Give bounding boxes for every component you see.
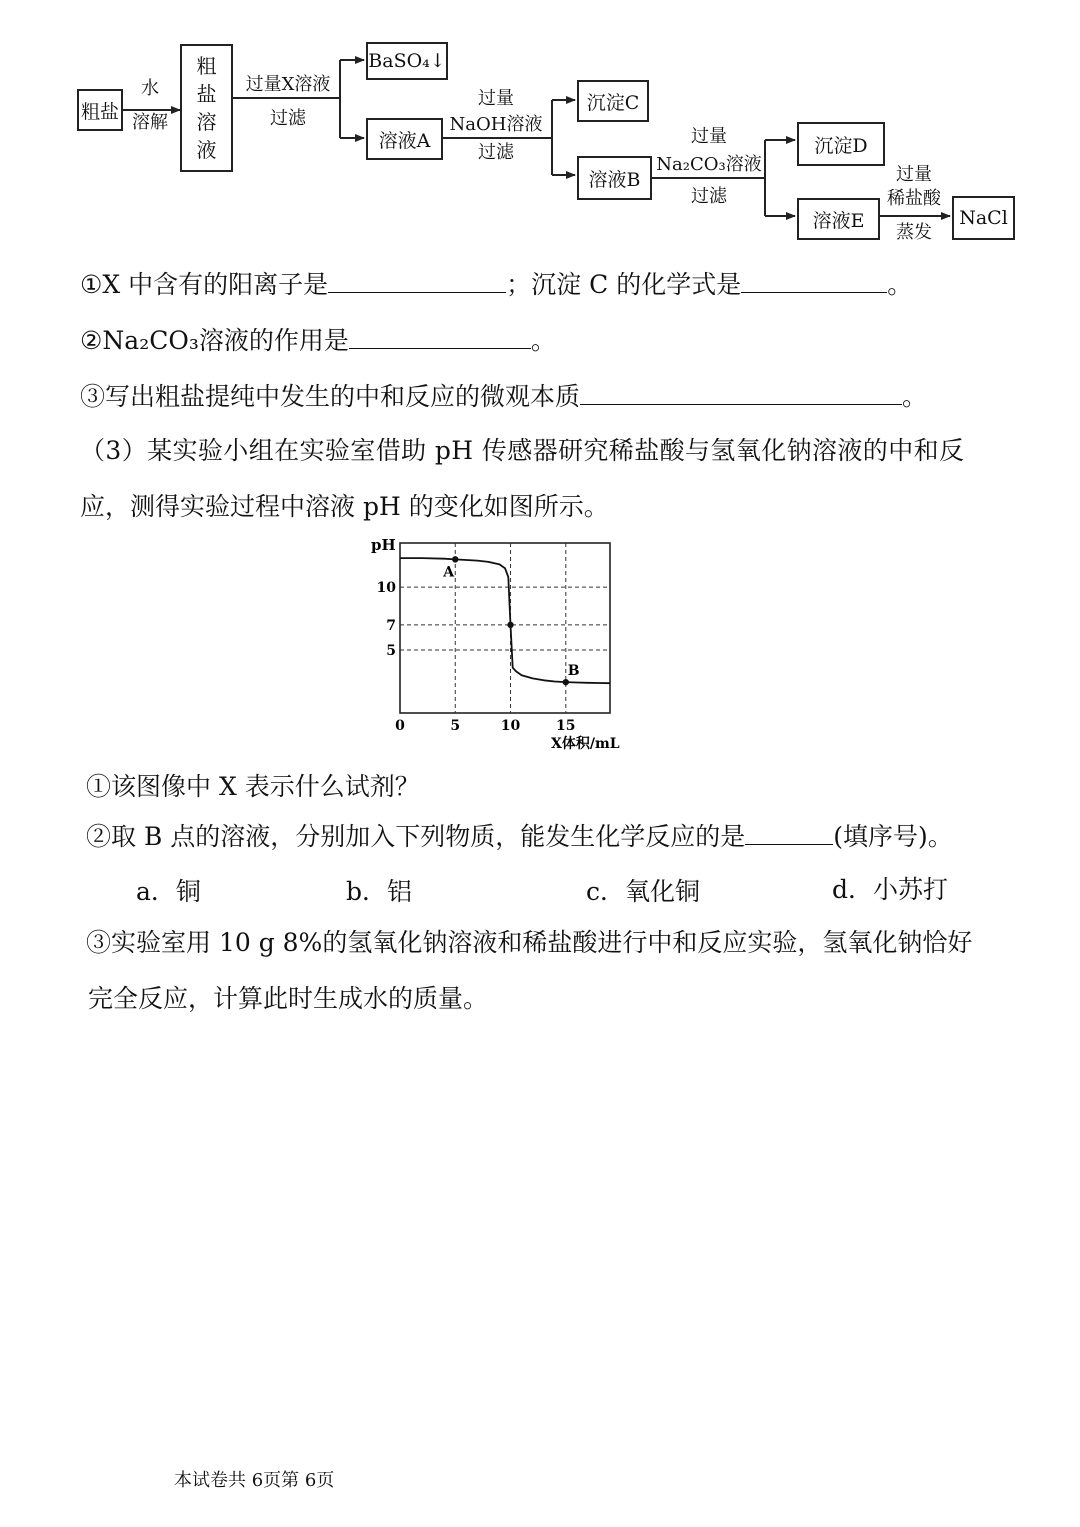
y-tick-label-10: 10 xyxy=(376,580,396,597)
crude-salt-box xyxy=(77,89,123,131)
option-c: c．氧化铜 xyxy=(586,877,701,906)
q2-1-mid: ；沉淀 C 的化学式是 xyxy=(506,270,742,299)
question-3-3-line2: 完全反应，计算此时生成水的质量。 xyxy=(88,984,489,1013)
x-tick-label-0: 0 xyxy=(395,718,405,734)
solution-a-label: 溶液A xyxy=(378,129,431,152)
crude-solution-char-4: 液 xyxy=(196,138,217,162)
step4-line3: 过滤 xyxy=(691,186,727,207)
step2-top-label: 过量X溶液 xyxy=(245,74,331,95)
question-3-2 xyxy=(86,818,953,854)
data-point-A xyxy=(452,556,458,562)
question-3-1: ①该图像中 X 表示什么试剂？ xyxy=(86,772,420,801)
y-tick-label-5: 5 xyxy=(386,643,396,660)
question-2-3 xyxy=(80,378,927,414)
step3-line1: 过量 xyxy=(478,88,514,109)
ph-chart xyxy=(355,530,655,755)
crude-salt-label: 粗盐 xyxy=(80,100,119,123)
solution-b-box xyxy=(577,156,652,200)
q2-2-prefix: ②Na₂CO₃溶液的作用是 xyxy=(80,326,349,355)
step1-bottom-label: 溶解 xyxy=(132,112,168,133)
y-axis-label: pH xyxy=(371,536,396,554)
question-3-3-line1: ③实验室用 10 g 8%的氢氧化钠溶液和稀盐酸进行中和反应实验，氢氧化钠恰好 xyxy=(86,928,973,957)
crude-salt-solution-box xyxy=(180,44,233,172)
step3-line3: 过滤 xyxy=(478,142,514,163)
nacl-label: NaCl xyxy=(959,207,1008,229)
q2-3-prefix: ③写出粗盐提纯中发生的中和反应的微观本质 xyxy=(80,382,581,411)
x-tick-label-5: 5 xyxy=(450,718,461,734)
option-b: b．铝 xyxy=(346,877,413,906)
q2-1-prefix: ①X 中含有的阳离子是 xyxy=(80,270,329,299)
answer-blank-na2co3-role[interactable] xyxy=(349,322,531,349)
x-axis-label: X体积/mL xyxy=(551,736,620,752)
precipitate-d-box xyxy=(797,122,885,166)
x-tick-label-10: 10 xyxy=(500,718,521,734)
q2-1-end: 。 xyxy=(887,270,913,299)
step5-line3: 蒸发 xyxy=(896,222,932,243)
step1-top-label: 水 xyxy=(141,78,159,99)
precipitate-c-label: 沉淀C xyxy=(586,91,640,114)
step4-line1: 过量 xyxy=(691,126,727,147)
q2-2-end: 。 xyxy=(530,326,556,355)
solution-e-box xyxy=(797,198,880,240)
question-2-2 xyxy=(80,322,556,358)
precipitate-d-label: 沉淀D xyxy=(814,134,868,157)
baso4-label: BaSO₄↓ xyxy=(368,50,446,72)
answer-blank-cation[interactable] xyxy=(328,266,506,293)
crude-solution-char-3: 溶 xyxy=(196,110,217,134)
x-tick-label-15: 15 xyxy=(556,718,576,734)
precipitate-c-box xyxy=(577,80,649,122)
point-label-B: B xyxy=(567,663,580,680)
step3-line2: NaOH溶液 xyxy=(449,114,543,135)
point-label-A: A xyxy=(443,564,455,581)
step4-line2: Na₂CO₃溶液 xyxy=(656,154,762,175)
step2-bottom-label: 过滤 xyxy=(270,108,306,129)
crude-solution-char-2: 盐 xyxy=(196,82,217,106)
part3-intro-line2: 应，测得实验过程中溶液 pH 的变化如图所示。 xyxy=(80,492,609,521)
q2-3-end: 。 xyxy=(902,382,928,411)
baso4-box xyxy=(366,42,448,80)
question-2-1 xyxy=(80,266,912,302)
data-point-B xyxy=(563,679,569,685)
answer-blank-precipitate-c[interactable] xyxy=(741,266,887,293)
crude-solution-char-1: 粗 xyxy=(196,54,217,78)
page-footer: 本试卷共 6页第 6页 xyxy=(174,1470,335,1491)
option-d: d．小苏打 xyxy=(832,875,949,904)
option-a: a．铜 xyxy=(136,877,201,906)
q3-2-end: (填序号)。 xyxy=(833,822,953,851)
step5-line1: 过量 xyxy=(896,164,932,185)
solution-e-label: 溶液E xyxy=(812,209,865,232)
data-point-neutral xyxy=(507,622,513,628)
answer-blank-reactions[interactable] xyxy=(745,818,833,845)
nacl-box xyxy=(952,196,1015,240)
q3-2-prefix: ②取 B 点的溶液，分别加入下列物质，能发生化学反应的是 xyxy=(86,822,746,851)
step5-line2: 稀盐酸 xyxy=(887,188,941,209)
solution-b-label: 溶液B xyxy=(588,168,641,191)
part3-intro-line1: （3）某实验小组在实验室借助 pH 传感器研究稀盐酸与氢氧化钠溶液的中和反 xyxy=(80,436,965,465)
y-tick-label-7: 7 xyxy=(386,617,396,634)
solution-a-box xyxy=(366,118,443,160)
answer-blank-neutralization-essence[interactable] xyxy=(580,378,902,405)
